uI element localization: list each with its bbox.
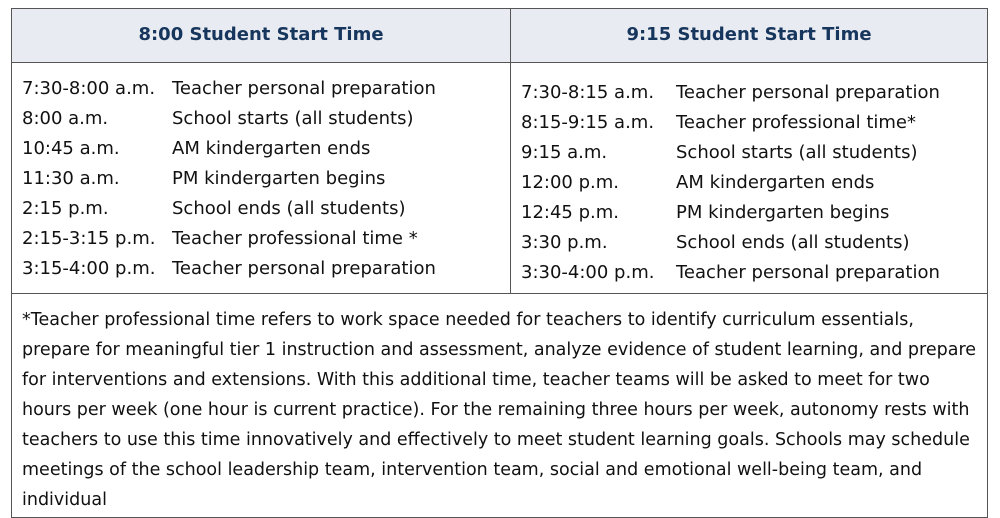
schedule-8-00-list xyxy=(22,74,436,284)
footnote-text: *Teacher professional time refers to work space needed for teachers to identify curriculum essentials, prepare for meaningful tier 1 instruction and assessment, analyze evidence of student learning, and prepare for interventions and extensions. With this additional time, teacher teams will be asked to meet for two hours per week (one hour is current practice). For the remaining three hours per week, autonomy rests with teachers to use this time innovatively and effectively to meet student learning goals. Schools may schedule meetings of the school leadership team, intervention team, social and emotional well-being team, and individual xyxy=(22,310,977,510)
schedule-time: 2:15 p.m. xyxy=(22,198,109,219)
schedule-activity: PM kindergarten begins xyxy=(676,202,890,223)
header-9-15-start: 9:15 Student Start Time xyxy=(626,24,872,45)
schedule-9-15-list xyxy=(521,78,940,288)
schedule-time: 11:30 a.m. xyxy=(22,168,120,189)
row-divider xyxy=(12,293,987,294)
schedule-time: 12:00 p.m. xyxy=(521,172,619,193)
schedule-time: 9:15 a.m. xyxy=(521,142,608,163)
schedule-row xyxy=(22,194,406,224)
schedule-time: 2:15-3:15 p.m. xyxy=(22,228,156,249)
schedule-time: 3:30-4:00 p.m. xyxy=(521,262,655,283)
table-header-row xyxy=(12,9,987,63)
schedule-time: 8:15-9:15 a.m. xyxy=(521,112,655,133)
schedule-activity: School ends (all students) xyxy=(172,198,406,219)
schedule-row xyxy=(22,104,414,134)
schedule-row xyxy=(521,108,916,138)
schedule-time: 7:30-8:15 a.m. xyxy=(521,82,655,103)
schedule-activity: AM kindergarten ends xyxy=(676,172,875,193)
schedule-row xyxy=(521,78,940,108)
column-divider xyxy=(510,9,511,293)
schedule-row xyxy=(521,198,890,228)
schedule-row xyxy=(22,134,371,164)
schedule-row xyxy=(22,224,418,254)
schedule-activity: School starts (all students) xyxy=(172,108,414,129)
schedule-activity: Teacher personal preparation xyxy=(676,262,940,283)
schedule-activity: Teacher professional time* xyxy=(676,112,916,133)
schedule-activity: School ends (all students) xyxy=(676,232,910,253)
schedule-time: 7:30-8:00 a.m. xyxy=(22,78,156,99)
schedule-activity: Teacher personal preparation xyxy=(172,78,436,99)
schedule-activity: Teacher professional time * xyxy=(172,228,418,249)
schedule-table xyxy=(11,8,988,518)
schedule-time: 3:30 p.m. xyxy=(521,232,608,253)
schedule-row xyxy=(22,254,436,284)
schedule-time: 3:15-4:00 p.m. xyxy=(22,258,156,279)
schedule-activity: School starts (all students) xyxy=(676,142,918,163)
schedule-time: 10:45 a.m. xyxy=(22,138,120,159)
schedule-row xyxy=(22,74,436,104)
schedule-row xyxy=(521,228,910,258)
schedule-activity: Teacher personal preparation xyxy=(676,82,940,103)
header-8-00-start: 8:00 Student Start Time xyxy=(138,24,384,45)
schedule-activity: AM kindergarten ends xyxy=(172,138,371,159)
schedule-row xyxy=(521,258,940,288)
schedule-row xyxy=(521,168,875,198)
schedule-activity: PM kindergarten begins xyxy=(172,168,386,189)
schedule-time: 12:45 p.m. xyxy=(521,202,619,223)
schedule-time: 8:00 a.m. xyxy=(22,108,109,129)
schedule-row xyxy=(22,164,386,194)
schedule-activity: Teacher personal preparation xyxy=(172,258,436,279)
schedule-row xyxy=(521,138,918,168)
